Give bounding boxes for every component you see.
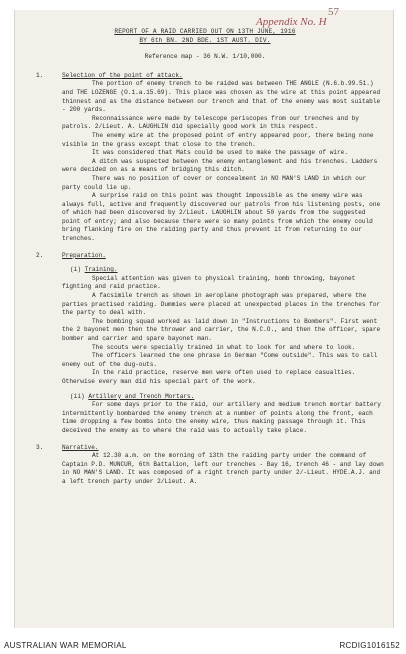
report-title-line2: BY 6th BN. 2ND BDE. 1ST AUST. DIV. xyxy=(139,36,271,44)
paragraph: The portion of enemy trench to be raided was between THE ANGLE (N.6.b.99.51.) and THE LOZENGE (O.1.a.15.69). This place was chosen as the wire at this point appeared thinnest and as the distance between our trench and that of the enemy was most suitable - 200 yards. xyxy=(62,80,381,114)
paragraph: The bombing squad worked as laid down in "Instructions to Bombers". First went the 2 bayonet men then the thrower and carrier, the N.C.O., and then the officer, spare bomber and carrier and spare bayonet man. xyxy=(62,317,381,342)
archive-record-id: RCDIG1016152 xyxy=(339,641,400,650)
paragraph: The officers learned the one phrase in German "Come outside". This was to call enemy out of the dug-outs. xyxy=(62,352,378,368)
report-body xyxy=(26,28,384,487)
paragraph: It was considered that Mats could be used to make the passage of wire. xyxy=(92,149,348,157)
paragraph: In the raid practice, reserve men were often used to replace casualties. Otherwise every man did his special part of the work. xyxy=(62,369,356,385)
subsection-number: (ii) xyxy=(70,392,85,400)
section-heading: Selection of the point of attack. xyxy=(62,71,183,79)
appendix-annotation: Appendix No. H xyxy=(256,16,327,28)
report-title-line1: REPORT OF A RAID CARRIED OUT ON 13TH JUNE, 1916 xyxy=(114,28,296,35)
subsection-number: (i) xyxy=(70,266,81,274)
paragraph: Reconnaissance were made by telescope periscopes from our trenches and by patrols. 2/Lieut. A. LAUGHLIN did specially good work in this respect. xyxy=(62,114,359,131)
subsection-training xyxy=(62,266,384,386)
section-number: 2. xyxy=(36,251,44,259)
paragraph: There was no position of cover or concealment in NO MAN'S LAND in which our party could lie up. xyxy=(62,174,367,191)
subsection-heading: Training. xyxy=(84,266,118,274)
paragraph: For some days prior to the raid, our artillery and medium trench mortar battery intermittently bombarded the enemy trench at a number of points along the front, each time dropping a few bombs into the enemy wire, thus making passage through it. This deceived the enemy as to where the raid was to actually take place. xyxy=(62,401,381,434)
section-selection xyxy=(26,72,384,244)
page-number-annotation: 57 xyxy=(328,6,339,18)
paragraph: Special attention was given to physical training, bomb throwing, bayonet fighting and raid practice. xyxy=(62,274,356,291)
subsection-heading: Artillery and Trench Mortars. xyxy=(88,392,195,400)
paragraph: A surprise raid on this point was thought impossible as the enemy wire was always full, active and frequently discovered our patrols from his listening posts, one of which had been discovered by 2/Lieut. LAUGHLIN about 50 yards from the suggested point of entry; and also because there were so many points from which the enemy could bring flanking fire on the raiding party and thus prevent it from returning to our trenches. xyxy=(62,192,381,243)
archive-footer xyxy=(0,634,406,654)
subsection-artillery xyxy=(62,393,384,436)
paragraph: The scouts were specially trained in what to look for and where to look. xyxy=(92,343,356,351)
section-narrative xyxy=(26,444,384,487)
paragraph: At 12.30 a.m. on the morning of 13th the raiding party under the command of Captain P.D. MUNCUR, 6th Battalion, left our trenches - Bay 16, trench 46 - and lay down in NO MAN'S LAND. It was composed of a right trench party under 2/-Lieut. HYDE.A.J. and a left trench party under 2/Lieut. A. xyxy=(62,452,384,485)
section-preparation xyxy=(26,252,384,436)
paragraph: The enemy wire at the proposed point of entry appeared poor, there being none visible in the grass except that close to the trench. xyxy=(62,131,374,148)
archive-name: AUSTRALIAN WAR MEMORIAL xyxy=(4,641,127,650)
section-heading: Narrative. xyxy=(62,443,99,451)
paragraph: A facsimile trench as shown in aeroplane photograph was prepared, where the parties practised raiding. Dummies were placed at unexpected places in the trenches for the party to deal with. xyxy=(62,292,381,317)
reference-map: Reference map - 36 N.W. 1/10,000. xyxy=(144,53,266,61)
section-heading: Preparation. xyxy=(62,251,106,259)
section-number: 1. xyxy=(36,71,44,79)
paragraph: A ditch was suspected between the enemy entanglement and his trenches. Ladders were decided on as a means of bridging this ditch. xyxy=(62,157,378,174)
section-number: 3. xyxy=(36,443,44,451)
